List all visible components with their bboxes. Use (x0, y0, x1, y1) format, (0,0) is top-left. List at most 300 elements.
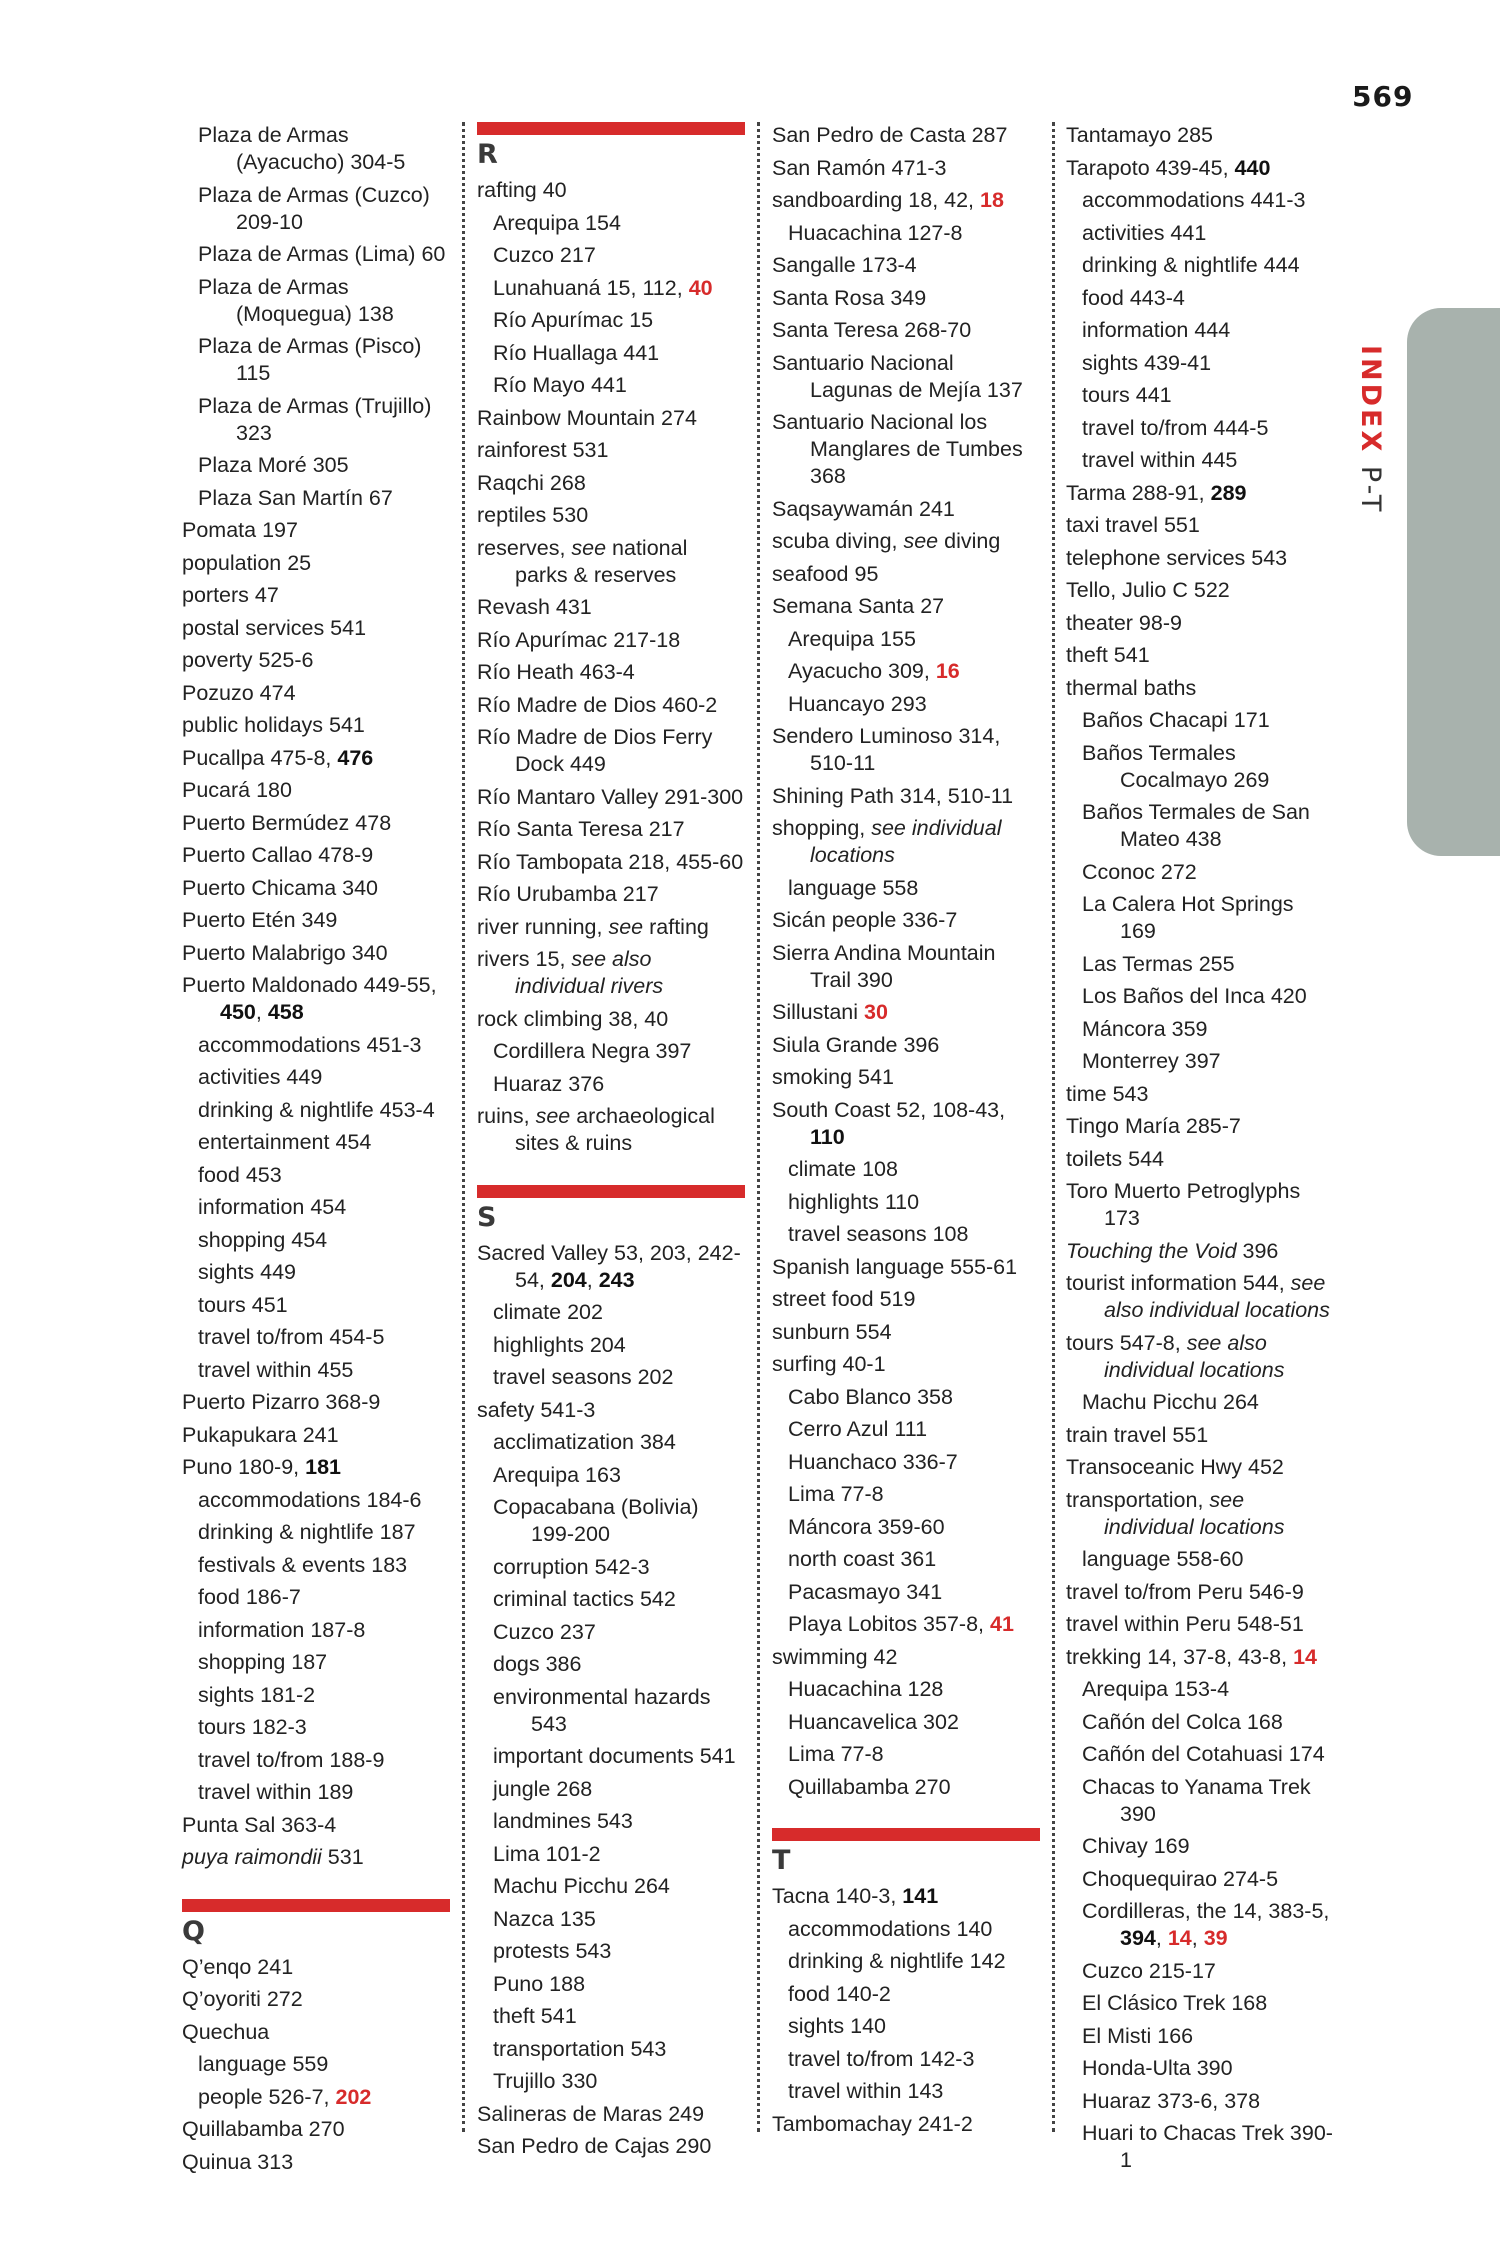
entry-text: Río Urubamba 217 (477, 882, 659, 906)
entry-text: accommodations 140 (788, 1916, 993, 1941)
entry-text: travel within 445 (1082, 448, 1238, 472)
entry-text: drinking & nightlife 453-4 (198, 1097, 435, 1122)
index-subentry (477, 372, 745, 399)
entry-text: shopping 187 (198, 1650, 328, 1674)
entry-text: Q’enqo 241 (182, 1954, 294, 1979)
entry-text: rock climbing 38, 40 (477, 1006, 669, 1031)
index-subentry (182, 2084, 450, 2111)
index-entry (772, 907, 1040, 934)
photo-page-ref: 202 (335, 2084, 372, 2109)
index-subentry (182, 1584, 450, 1611)
entry-text: Huanchaco 336-7 (788, 1449, 958, 1474)
entry-text: sights 439-41 (1082, 350, 1212, 375)
entry-text: El Misti 166 (1082, 2023, 1194, 2048)
index-subentry (772, 658, 1040, 685)
index-subentry (477, 1462, 745, 1489)
index-subentry (772, 2046, 1040, 2073)
entry-text: criminal tactics 542 (493, 1587, 676, 1611)
entry-text: Plaza de Armas (Pisco) 115 (198, 334, 422, 385)
entry-text: Q’oyoriti 272 (182, 1987, 303, 2011)
entry-text: drinking & nightlife 187 (198, 1520, 416, 1544)
index-subentry (772, 2013, 1040, 2040)
index-entry (772, 528, 1040, 555)
index-entry (477, 470, 745, 497)
index-entry (477, 437, 745, 464)
entry-text: people 526-7, (198, 2084, 336, 2109)
index-entry (772, 1286, 1040, 1313)
index-subentry (477, 210, 745, 237)
entry-text: see also individual locations (1104, 1271, 1330, 1322)
entry-text: Tello, Julio C 522 (1066, 578, 1230, 602)
entry-text: thermal baths (1066, 675, 1197, 700)
index-entry (1066, 1146, 1334, 1173)
photo-page-ref: 30 (864, 1000, 888, 1024)
entry-text: Baños Chacapi 171 (1082, 708, 1270, 732)
entry-text: Río Tambopata 218, 455-60 (477, 849, 744, 874)
index-subentry (772, 1741, 1040, 1768)
index-entry (772, 1097, 1040, 1151)
entry-text: environmental hazards 543 (493, 1684, 711, 1736)
entry-text: Tambomachay 241-2 (772, 2111, 973, 2136)
index-subentry (1066, 1709, 1334, 1736)
column-divider (462, 122, 465, 2132)
index-subentry (477, 340, 745, 367)
entry-text: Nazca 135 (493, 1906, 596, 1931)
index-subentry (772, 1514, 1040, 1541)
index-entry (182, 1812, 450, 1839)
map-page-ref: 450 (220, 1000, 256, 1024)
index-subentry (772, 1156, 1040, 1183)
side-label-index: INDEX (1355, 345, 1386, 455)
index-entry (772, 122, 1040, 149)
entry-text: see also individual locations (1104, 1330, 1285, 1382)
index-entry (772, 593, 1040, 620)
index-entry (772, 187, 1040, 214)
entry-text: Quillabamba 270 (182, 2117, 345, 2141)
index-entry (1066, 480, 1334, 507)
column-divider (757, 122, 760, 2132)
entry-text: travel to/from 188-9 (198, 1747, 385, 1772)
entry-text: landmines 543 (493, 1809, 633, 1833)
entry-text: tourist information 544, (1066, 1271, 1291, 1295)
entry-text: Río Heath 463-4 (477, 660, 635, 684)
entry-text: Revash 431 (477, 595, 592, 619)
photo-page-ref: 14 (1167, 1926, 1192, 1950)
entry-text: , (255, 1000, 268, 1024)
index-subentry (477, 1938, 745, 1965)
entry-text: Salineras de Maras 249 (477, 2101, 705, 2126)
index-entry (477, 1006, 745, 1033)
entry-text: Sangalle 173-4 (772, 253, 917, 277)
section-letter: Q (182, 1915, 205, 1947)
entry-text: , (586, 1267, 599, 1292)
index-subentry (477, 1906, 745, 1933)
index-subentry (1066, 1048, 1334, 1075)
index-entry (182, 1844, 450, 1871)
index-subentry (477, 2036, 745, 2063)
entry-text: smoking 541 (772, 1065, 894, 1089)
section-rule (477, 1185, 745, 1198)
index-entry (477, 1103, 745, 1157)
entry-text: Lunahuaná 15, 112, (493, 275, 689, 300)
index-entry (1066, 155, 1334, 182)
entry-text: San Pedro de Casta 287 (772, 123, 1008, 147)
entry-text: Tantamayo 285 (1066, 123, 1214, 147)
entry-text: Arequipa 163 (493, 1462, 621, 1487)
entry-text: Sicán people 336-7 (772, 908, 958, 932)
index-entry (477, 535, 745, 589)
entry-text: highlights 204 (493, 1332, 626, 1357)
entry-text: travel within Peru 548-51 (1066, 1612, 1304, 1636)
index-subentry (1066, 1016, 1334, 1043)
entry-text: Quillabamba 270 (788, 1774, 951, 1799)
entry-text: shopping, (772, 816, 872, 840)
entry-text: important documents 541 (493, 1744, 736, 1768)
index-entry (182, 1986, 450, 2013)
index-entry (477, 659, 745, 686)
entry-text: Puno 188 (493, 1971, 586, 1996)
entry-text: Río Mayo 441 (493, 373, 627, 397)
index-entry (182, 1422, 450, 1449)
index-subentry (772, 1948, 1040, 1975)
entry-text: train travel 551 (1066, 1422, 1209, 1447)
entry-text: Santuario Nacional Lagunas de Mejía 137 (772, 350, 1023, 402)
index-subentry (182, 1682, 450, 1709)
section-gap (182, 1877, 450, 1899)
entry-text: Tarma 288-91, (1066, 480, 1211, 505)
map-page-ref: 181 (305, 1455, 341, 1479)
index-subentry (1066, 2088, 1334, 2115)
entry-text: see (608, 914, 644, 939)
entry-text: drinking & nightlife 142 (788, 1949, 1006, 1973)
index-entry (1066, 675, 1334, 702)
entry-text: Río Madre de Dios Ferry Dock 449 (477, 725, 713, 776)
index-subentry (182, 1292, 450, 1319)
entry-text: Quechua (182, 2019, 270, 2044)
index-subentry (182, 1649, 450, 1676)
index-subentry (477, 1684, 745, 1738)
entry-text: Arequipa 155 (788, 626, 916, 651)
entry-text: accommodations 184-6 (198, 1487, 422, 1512)
photo-page-ref: 16 (935, 659, 960, 683)
index-entry (772, 940, 1040, 994)
index-entry (182, 1389, 450, 1416)
entry-text: La Calera Hot Springs 169 (1082, 892, 1294, 943)
entry-text: Baños Termales de San Mateo 438 (1082, 800, 1310, 851)
index-entry (477, 881, 745, 908)
index-entry (772, 561, 1040, 588)
entry-text: Choquequirao 274-5 (1082, 1866, 1279, 1891)
index-subentry (772, 1709, 1040, 1736)
index-entry (477, 594, 745, 621)
entry-text: Cuzco 215-17 (1082, 1958, 1216, 1983)
index-entry (477, 914, 745, 941)
index-entry (477, 177, 745, 204)
map-page-ref: 141 (902, 1884, 939, 1908)
entry-text: archaeological sites & ruins (515, 1104, 715, 1155)
entry-text: travel seasons 202 (493, 1365, 674, 1389)
entry-text: Puerto Malabrigo 340 (182, 940, 388, 965)
index-subentry (477, 2003, 745, 2030)
index-entry (182, 2019, 450, 2046)
entry-text: food 140-2 (788, 1981, 891, 2006)
index-subentry (477, 1651, 745, 1678)
photo-page-ref: 39 (1203, 1926, 1228, 1950)
entry-text: Río Madre de Dios 460-2 (477, 692, 718, 717)
index-subentry (772, 691, 1040, 718)
map-page-ref: 243 (598, 1267, 635, 1292)
index-entry (1066, 1487, 1334, 1541)
index-subentry (182, 1097, 450, 1124)
index-subentry (182, 182, 450, 236)
entry-text: Puerto Chicama 340 (182, 875, 378, 900)
index-subentry (182, 333, 450, 387)
entry-text: food 443-4 (1082, 285, 1185, 310)
entry-text: Cordillera Negra 397 (493, 1039, 692, 1063)
entry-text: Cerro Azul 111 (788, 1417, 928, 1441)
entry-text: Ayacucho 309, (788, 659, 936, 683)
index-subentry (772, 1546, 1040, 1573)
entry-text: travel within 455 (198, 1357, 354, 1382)
index-subentry (1066, 1389, 1334, 1416)
entry-text: Siula Grande 396 (772, 1032, 940, 1057)
entry-text: Santa Teresa 268-70 (772, 318, 972, 342)
index-entry (477, 627, 745, 654)
section-rule (477, 122, 745, 135)
entry-text: Plaza San Martín 67 (198, 485, 393, 510)
entry-text: Transoceanic Hwy 452 (1066, 1455, 1284, 1479)
entry-text: Pacasmayo 341 (788, 1579, 943, 1604)
index-subentry (1066, 1898, 1334, 1952)
index-subentry (772, 1774, 1040, 1801)
map-page-ref: 394 (1120, 1926, 1156, 1950)
entry-text: Máncora 359 (1082, 1016, 1208, 1041)
index-entry (772, 815, 1040, 869)
entry-text: Toro Muerto Petroglyphs 173 (1066, 1179, 1301, 1230)
entry-text: see individual locations (1104, 1487, 1285, 1539)
entry-text: food 453 (198, 1162, 282, 1187)
index-entry (182, 842, 450, 869)
entry-text: Semana Santa 27 (772, 594, 945, 618)
entry-text: Cordilleras, the 14, 383-5, (1082, 1899, 1330, 1923)
entry-text: tours 547-8, (1066, 1330, 1187, 1355)
entry-text: Santuario Nacional los Manglares de Tumbes 368 (772, 410, 1023, 488)
entry-text: toilets 544 (1066, 1146, 1165, 1171)
index-side-label (1355, 345, 1386, 514)
entry-text: Copacabana (Bolivia) 199-200 (493, 1495, 699, 1546)
entry-text: porters 47 (182, 583, 279, 607)
entry-text: Santa Rosa 349 (772, 285, 927, 310)
entry-text: Baños Termales Cocalmayo 269 (1082, 740, 1270, 792)
index-entry (1066, 642, 1334, 669)
entry-text: safety 541-3 (477, 1397, 596, 1422)
entry-text: Shining Path 314, 510-11 (772, 783, 1014, 808)
entry-text: Honda-Ulta 390 (1082, 2056, 1233, 2080)
index-subentry (1066, 1676, 1334, 1703)
entry-text: telephone services 543 (1066, 545, 1288, 570)
entry-text: travel to/from Peru 546-9 (1066, 1579, 1304, 1604)
entry-text: taxi travel 551 (1066, 513, 1200, 537)
index-subentry (1066, 285, 1334, 312)
index-entry (772, 317, 1040, 344)
entry-text: Playa Lobitos 357-8, (788, 1612, 990, 1636)
index-subentry (477, 1808, 745, 1835)
section-header (477, 1185, 745, 1236)
index-entry (1066, 610, 1334, 637)
entry-text: Monterrey 397 (1082, 1049, 1221, 1073)
entry-text: Plaza de Armas (Ayacucho) 304-5 (198, 123, 406, 174)
index-entry (477, 849, 745, 876)
entry-text: seafood 95 (772, 561, 879, 586)
index-subentry (477, 1364, 745, 1391)
index-subentry (182, 1552, 450, 1579)
index-subentry (1066, 859, 1334, 886)
index-subentry (477, 1071, 745, 1098)
entry-text: language 558-60 (1082, 1547, 1244, 1571)
index-entry (477, 2133, 745, 2160)
index-subentry (477, 1971, 745, 1998)
entry-text: Machu Picchu 264 (1082, 1390, 1259, 1414)
entry-text: , (1155, 1926, 1168, 1950)
index-entry (182, 940, 450, 967)
entry-text: information 187-8 (198, 1617, 366, 1642)
entry-text: language 559 (198, 2052, 329, 2076)
entry-text: Plaza de Armas (Cuzco) 209-10 (198, 182, 430, 234)
index-subentry (182, 393, 450, 447)
entry-text: corruption 542-3 (493, 1554, 650, 1579)
index-entry (772, 409, 1040, 490)
entry-text: San Pedro de Cajas 290 (477, 2134, 712, 2158)
index-subentry (1066, 187, 1334, 214)
index-subentry (772, 1189, 1040, 1216)
index-subentry (1066, 382, 1334, 409)
entry-text: Río Mantaro Valley 291-300 (477, 784, 744, 809)
index-entry (1066, 1611, 1334, 1638)
entry-text: Puerto Maldonado 449-55, (182, 973, 437, 997)
index-entry (182, 550, 450, 577)
entry-text: public holidays 541 (182, 713, 365, 737)
entry-text: Pukapukara 241 (182, 1422, 339, 1447)
entry-text: Sillustani (772, 1000, 865, 1024)
index-subentry (1066, 799, 1334, 853)
index-subentry (1066, 252, 1334, 279)
index-subentry (182, 1064, 450, 1091)
entry-text: Plaza de Armas (Moquegua) 138 (198, 274, 394, 326)
index-entry (772, 2111, 1040, 2138)
index-entry (182, 680, 450, 707)
entry-text: Plaza Moré 305 (198, 453, 349, 477)
entry-text: Tacna 140-3, (772, 1884, 903, 1908)
index-subentry (1066, 350, 1334, 377)
entry-text: Cabo Blanco 358 (788, 1384, 953, 1409)
index-entry (182, 1454, 450, 1481)
section-header (477, 122, 745, 173)
column-divider (1052, 122, 1055, 2132)
index-entry (477, 1397, 745, 1424)
index-entry (477, 946, 745, 1000)
photo-page-ref: 18 (980, 188, 1004, 212)
entry-text: Chacas to Yanama Trek 390 (1082, 1774, 1311, 1826)
entry-text: sunburn 554 (772, 1319, 892, 1344)
index-subentry (182, 241, 450, 268)
index-entry (772, 723, 1040, 777)
entry-text: Punta Sal 363-4 (182, 1812, 337, 1837)
index-entry (772, 155, 1040, 182)
entry-text: dogs 386 (493, 1652, 582, 1676)
index-subentry (772, 1449, 1040, 1476)
entry-text: Río Huallaga 441 (493, 340, 660, 365)
index-subentry (182, 1519, 450, 1546)
index-subentry (182, 274, 450, 328)
entry-text: El Clásico Trek 168 (1082, 1991, 1268, 2015)
index-subentry (182, 1714, 450, 1741)
photo-page-ref: 14 (1293, 1644, 1317, 1669)
index-entry (772, 1883, 1040, 1910)
entry-text: rainforest 531 (477, 438, 609, 462)
index-subentry (477, 1494, 745, 1548)
entry-text: information 444 (1082, 318, 1231, 342)
index-entry (772, 1032, 1040, 1059)
entry-text: Puerto Bermúdez 478 (182, 810, 392, 835)
index-subentry (1066, 740, 1334, 794)
entry-text: Lima 101-2 (493, 1841, 601, 1866)
index-subentry (1066, 1833, 1334, 1860)
index-subentry (772, 1611, 1040, 1638)
index-subentry (772, 1221, 1040, 1248)
entry-text: Sierra Andina Mountain Trail 390 (772, 940, 996, 992)
index-entry (772, 350, 1040, 404)
index-subentry (477, 1873, 745, 1900)
index-entry (1066, 1081, 1334, 1108)
entry-text: jungle 268 (493, 1776, 593, 1801)
entry-text: Puerto Etén 349 (182, 908, 338, 932)
index-subentry (477, 1841, 745, 1868)
entry-text: Puno 180-9, (182, 1455, 306, 1479)
entry-text: climate 108 (788, 1157, 898, 1181)
index-subentry (182, 1194, 450, 1221)
entry-text: Huari to Chacas Trek 390-1 (1082, 2121, 1333, 2172)
entry-text: protests 543 (493, 1939, 612, 1963)
entry-text: festivals & events 183 (198, 1552, 408, 1577)
entry-text: see (535, 1104, 571, 1128)
index-entry (182, 2116, 450, 2143)
entry-text: Río Apurímac 15 (493, 308, 654, 332)
map-page-ref: 289 (1210, 480, 1247, 505)
index-subentry (477, 1332, 745, 1359)
index-subentry (1066, 1546, 1334, 1573)
index-entry (772, 252, 1040, 279)
index-entry (182, 615, 450, 642)
entry-text: reptiles 530 (477, 503, 589, 527)
index-entry (1066, 1178, 1334, 1232)
entry-text: poverty 525-6 (182, 648, 314, 672)
index-subentry (477, 1619, 745, 1646)
entry-text: sights 449 (198, 1260, 297, 1284)
index-subentry (182, 1779, 450, 1806)
index-entry (1066, 122, 1334, 149)
side-label-range: P-T (1355, 465, 1386, 515)
index-entry (1066, 1238, 1334, 1265)
entry-text: travel to/from 444-5 (1082, 415, 1269, 440)
entry-text: Sendero Luminoso 314, 510-11 (772, 724, 1001, 775)
index-subentry (1066, 983, 1334, 1010)
index-subentry (182, 2051, 450, 2078)
entry-text: sandboarding 18, 42, (772, 188, 980, 212)
index-entry (772, 783, 1040, 810)
index-subentry (772, 1416, 1040, 1443)
index-entry (1066, 1113, 1334, 1140)
entry-text: information 454 (198, 1195, 347, 1219)
